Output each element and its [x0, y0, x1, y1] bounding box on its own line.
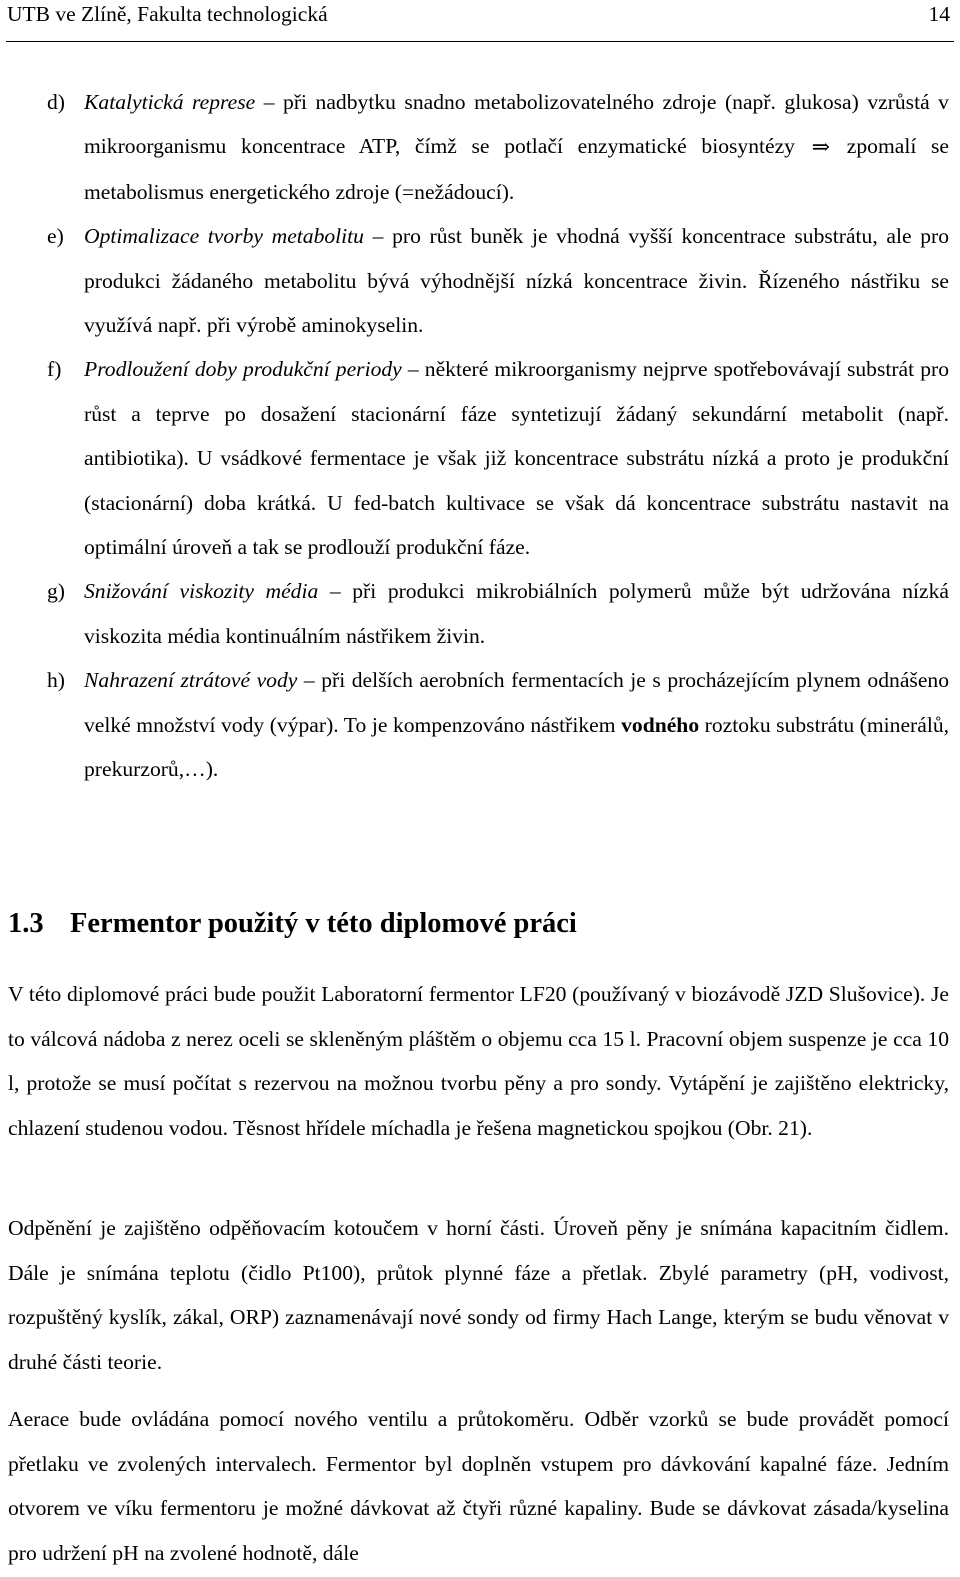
item-marker: g)	[47, 579, 65, 604]
paragraph-2: Odpěnění je zajištěno odpěňovacím kotoučem v horní části. Úroveň pěny je snímána kapacitním čidlem. Dále je snímána teplotu (čidlo Pt100), průtok plynné fáze a přetlak. Zbylé parametry (pH, vodivost, rozpuštěný kyslík, zákal, ORP) zaznamenávají nové sondy od firmy Hach Lange, kterým se budu věnovat v druhé části teorie.	[8, 1216, 949, 1375]
item-dash: –	[372, 224, 384, 249]
item-title: Nahrazení ztrátové vody	[84, 668, 298, 693]
item-title: Katalytická represe	[84, 90, 256, 114]
item-text: některé mikroorganismy nejprve spotřebovávají substrát pro růst a teprve po dosažení stacionární fáze syntetizují žádaný sekundární metabolit (např. antibiotika). U vsádkové fermentace je však již koncentrace substrátu nízká a proto je produkční (stacionární) doba krátká. U fed-batch kultivace se však dá koncentrace substrátu nastavit na optimální úroveň a tak se prodlouží produkční fáze.	[84, 357, 950, 560]
item-text-cont: roztoku substrátu (minerálů, prekurzorů,…).	[84, 712, 950, 782]
item-title: Prodloužení doby produkční periody	[84, 357, 402, 382]
item-dash: –	[303, 668, 315, 693]
item-list	[0, 80, 960, 792]
header-title: UTB ve Zlíně, Fakulta technologická	[7, 2, 328, 26]
item-text: při delších aerobních fermentacích je s procházejícím plynem odnášeno velké množství vody (výpar). To je kompenzováno nástřikem	[84, 668, 949, 737]
item-text: při nadbytku snadno metabolizovatelného zdroje (např. glukosa) vzrůstá v mikroorganismu koncentrace ATP, čímž se potlačí enzymatické biosyntézy	[84, 90, 949, 159]
implies-arrow-icon: ⇒	[811, 134, 831, 160]
section-title: Fermentor použitý v této diplomové práci	[70, 908, 577, 939]
section-heading	[8, 908, 577, 940]
item-marker: d)	[47, 90, 65, 114]
paragraph-1: V této diplomové práci bude použit Laboratorní fermentor LF20 (používaný v biozávodě JZD Slušovice). Je to válcová nádoba z nerez oceli se skleněným pláštěm o objemu cca 15 l. Pracovní objem suspenze je cca 10 l, protože se musí počítat s rezervou na možnou tvorbu pěny a pro sondy. Vytápění je zajištěno elektricky, chlazení studenou vodou. Těsnost hřídele míchadla je řešena magnetickou spojkou (Obr. 21).	[8, 982, 949, 1141]
item-marker: f)	[47, 357, 62, 382]
item-title: Snižování viskozity média	[84, 579, 319, 604]
item-bold-word: vodného	[621, 712, 700, 737]
item-text: při produkci mikrobiálních polymerů může být udržována nízká viskozita média kontinuálním nástřikem živin.	[84, 579, 949, 648]
list-item-e	[0, 214, 960, 347]
item-marker: e)	[47, 224, 64, 249]
item-dash: –	[407, 357, 419, 382]
item-title: Optimalizace tvorby metabolitu	[84, 224, 364, 249]
item-marker: h)	[47, 668, 65, 693]
list-item-h	[0, 658, 960, 791]
header-divider	[6, 41, 954, 42]
item-text: pro růst buněk je vhodná vyšší koncentrace substrátu, ale pro produkci žádaného metabolitu bývá výhodnější nízká koncentrace živin. Řízeného nástřiku se využívá např. při výrobě aminokyselin.	[84, 224, 949, 338]
paragraph-3: Aerace bude ovládána pomocí nového ventilu a průtokoměru. Odběr vzorků se bude provádět pomocí přetlaku ve zvolených intervalech. Fermentor byl doplněn vstupem pro dávkování kapalné fáze. Jedním otvorem ve víku fermentoru je možné dávkovat až čtyři různé kapaliny. Bude se dávkovat zásada/kyselina pro udržení pH na zvolené hodnotě, dále	[8, 1407, 949, 1566]
page-header	[0, 0, 960, 44]
item-dash: –	[263, 90, 275, 114]
item-text-cont: zpomalí se metabolismus energetického zdroje (=nežádoucí).	[84, 134, 950, 204]
item-dash: –	[329, 579, 341, 604]
list-item-d	[0, 80, 960, 214]
list-item-g	[0, 569, 960, 658]
page-number: 14	[928, 2, 950, 26]
list-item-f	[0, 347, 960, 569]
section-number: 1.3	[8, 908, 44, 939]
